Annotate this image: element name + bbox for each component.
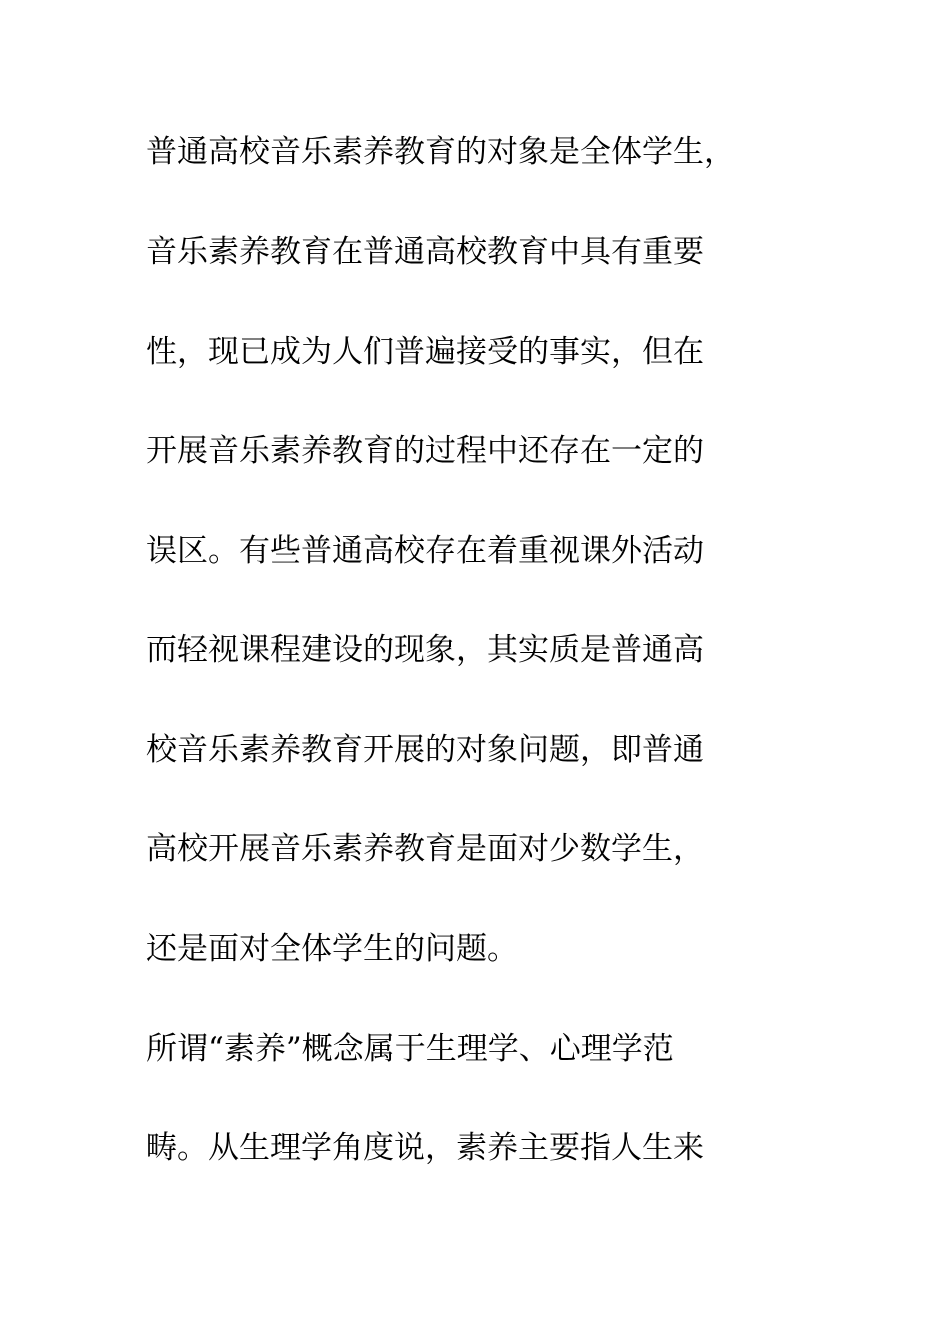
paragraph-line: 所谓“素养”概念属于生理学、心理学范 [146, 1031, 674, 1067]
paragraph-line: 性，现已成为人们普遍接受的事实，但在 [146, 334, 704, 370]
paragraph-line: 普通高校音乐素养教育的对象是全体学生， [146, 134, 735, 170]
paragraph-line: 音乐素养教育在普通高校教育中具有重要 [146, 234, 704, 270]
paragraph-line: 高校开展音乐素养教育是面对少数学生， [146, 831, 704, 867]
paragraph-line: 误区。有些普通高校存在着重视课外活动 [146, 533, 704, 569]
paragraph-line: 开展音乐素养教育的过程中还存在一定的 [146, 433, 704, 469]
paragraph-line: 畴。从生理学角度说，素养主要指人生来 [146, 1130, 704, 1166]
paragraph-line: 还是面对全体学生的问题。 [146, 931, 518, 967]
paragraph-line: 而轻视课程建设的现象，其实质是普通高 [146, 632, 704, 668]
paragraph-line: 校音乐素养教育开展的对象问题，即普通 [146, 732, 704, 768]
